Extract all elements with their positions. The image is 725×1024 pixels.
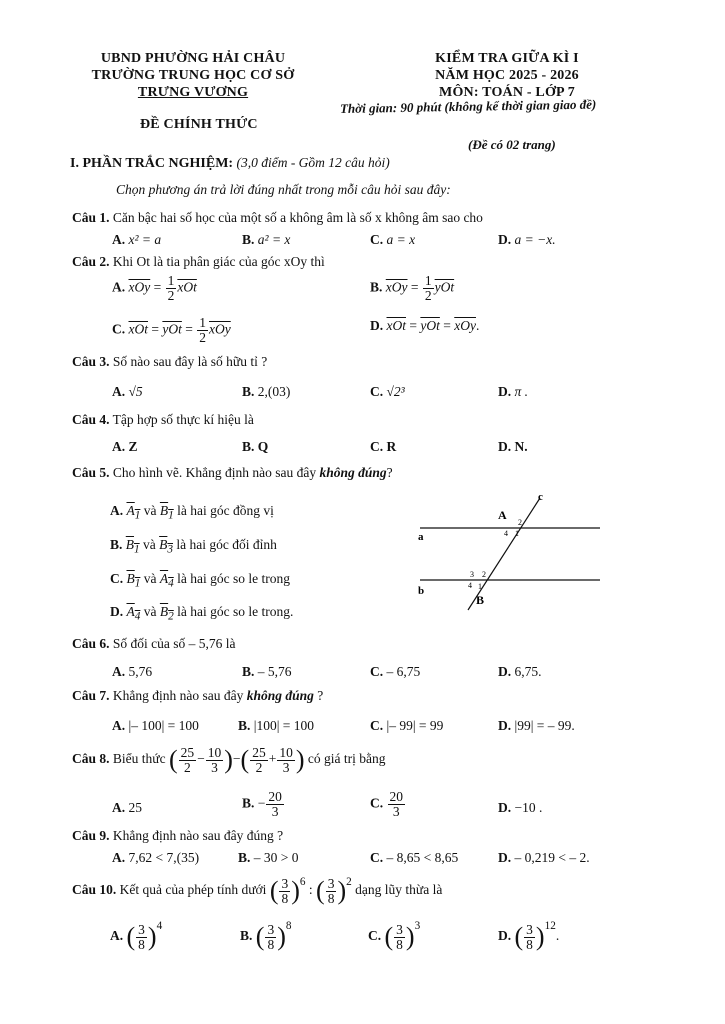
label-c: c (538, 491, 543, 503)
q5-option-a[interactable]: A. $A_1$ và $B_1$ là hai góc đồng vị (110, 503, 274, 522)
question-7: Câu 7. Khẳng định nào sau đây không đúng ? (72, 688, 324, 703)
q10-option-a[interactable]: A. ( $\frac{3}{8}$ )$^4$ (110, 919, 163, 952)
q4-option-d[interactable]: D. N. (498, 439, 528, 454)
q5-option-b[interactable]: B. $B_1$ và $B_3$ là hai góc đối đỉnh (110, 537, 277, 556)
question-10: Câu 10. Kết quả của phép tính dưới ( $\frac{3}{8}$ )$^6$ : ( $\frac{3}{8}$ )$^2$ dạng lũy thừa là (72, 875, 443, 906)
official-label: ĐỀ CHÍNH THỨC (140, 117, 258, 132)
q1-option-b[interactable]: B. a² = x (242, 232, 291, 247)
q3-option-b[interactable]: B. 2,(03) (242, 384, 291, 399)
q5-option-c[interactable]: C. $B_1$ và $A_4$ là hai góc so le trong (110, 571, 290, 590)
ward-name: UBND PHƯỜNG HẢI CHÂU (100, 51, 286, 66)
q1-option-c[interactable]: C. a = x (370, 232, 416, 247)
q9-option-b[interactable]: B. – 30 > 0 (238, 850, 299, 865)
section-heading (70, 155, 390, 172)
question-5: Câu 5. Cho hình vẽ. Khẳng định nào sau đây không đúng? (72, 465, 393, 480)
q10-option-d[interactable]: D. ( $\frac{3}{8}$ )$^{12}$. (498, 919, 560, 952)
q7-option-d[interactable]: D. |99| = – 99. (498, 718, 575, 733)
q3-option-a[interactable]: A. √5 (112, 384, 143, 399)
school-header (78, 50, 308, 101)
section-title: I. PHẦN TRẮC NGHIỆM: (70, 156, 234, 171)
q2-option-c[interactable]: C. $\overline{xOt} = \overline{yOt}$ = $\frac{1}{2}$ $\overline{xOy}$ (112, 315, 231, 345)
parallel-lines-figure (410, 488, 610, 613)
exam-time: Thời gian: 90 phút (không kể thời gian giao đề) (339, 96, 597, 116)
section-note: (3,0 điểm - Gồm 12 câu hỏi) (236, 155, 390, 170)
q6-option-b[interactable]: B. – 5,76 (242, 664, 292, 679)
page-count: (Đề có 02 trang) (468, 137, 556, 152)
angle-b2: 2 (482, 570, 486, 579)
angle-b1: 1 (478, 582, 482, 591)
q4-option-a[interactable]: A. Z (112, 439, 138, 454)
section-instruction: Chọn phương án trả lời đúng nhất trong mỗi câu hỏi sau đây: (116, 182, 451, 197)
q3-option-d[interactable]: D. π . (498, 384, 529, 399)
q2-option-a[interactable]: A. $\overline{xOy}$ = $\frac{1}{2}$ $\overline{xOt}$ (112, 273, 197, 303)
q3-option-c[interactable]: C. √2³ (370, 384, 405, 399)
q5-option-d[interactable]: D. $A_4$ và $B_2$ là hai góc so le trong. (110, 604, 294, 623)
q7-option-c[interactable]: C. |– 99| = 99 (370, 718, 444, 733)
q9-option-c[interactable]: C. – 8,65 < 8,65 (370, 850, 459, 865)
label-B: B (476, 593, 485, 607)
question-3: Câu 3. Số nào sau đây là số hữu tỉ ? (72, 354, 268, 369)
school-name-2: TRƯNG VƯƠNG (137, 85, 249, 100)
school-year: NĂM HỌC 2025 - 2026 (435, 68, 579, 83)
exam-header (402, 50, 612, 101)
label-A: A (498, 508, 507, 522)
q8-option-a[interactable]: A. 25 (112, 800, 142, 815)
subject: MÔN: TOÁN - LỚP 7 (439, 85, 575, 100)
angle-a4: 4 (504, 529, 508, 538)
label-b: b (418, 585, 425, 597)
q4-option-b[interactable]: B. Q (242, 439, 269, 454)
question-9: Câu 9. Khẳng định nào sau đây đúng ? (72, 828, 284, 843)
angle-b4: 4 (468, 581, 472, 590)
q8-option-c[interactable]: C. $\frac{20}{3}$ (370, 789, 403, 819)
question-4: Câu 4. Tập hợp số thực kí hiệu là (72, 412, 254, 427)
q6-option-a[interactable]: A. 5,76 (112, 664, 153, 679)
label-a: a (418, 531, 424, 543)
q8-option-d[interactable]: D. −10 . (498, 800, 543, 815)
question-6: Câu 6. Số đối của số – 5,76 là (72, 636, 236, 651)
question-8: Câu 8. Biểu thức ( $\frac{25}{2}$ − $\frac{10}{3}$ )−( $\frac{25}{2}$ + $\frac{10}{3}$ ) có giá trị bằng (72, 744, 386, 775)
exam-title: KIỂM TRA GIỮA KÌ I (435, 51, 579, 66)
q4-option-c[interactable]: C. R (370, 439, 397, 454)
q1-option-d[interactable]: D. a = −x. (498, 232, 556, 247)
question-1: Câu 1. Căn bậc hai số học của một số a không âm là số x không âm sao cho (72, 210, 483, 225)
q9-option-a[interactable]: A. 7,62 < 7,(35) (112, 850, 200, 865)
q6-option-c[interactable]: C. – 6,75 (370, 664, 421, 679)
angle-b3: 3 (470, 570, 474, 579)
q2-option-d[interactable]: D. $\overline{xOt} = \overline{yOt} = \overline{xOy}$. (370, 318, 480, 333)
q6-option-d[interactable]: D. 6,75. (498, 664, 542, 679)
q7-option-b[interactable]: B. |100| = 100 (238, 718, 315, 733)
q2-option-b[interactable]: B. $\overline{xOy}$ = $\frac{1}{2}$ $\overline{yOt}$ (370, 273, 455, 303)
q10-option-c[interactable]: C. ( $\frac{3}{8}$ )$^3$ (368, 919, 421, 952)
q8-option-b[interactable]: B. − $\frac{20}{3}$ (242, 789, 282, 819)
q7-option-a[interactable]: A. |– 100| = 100 (112, 718, 199, 733)
q9-option-d[interactable]: D. – 0,219 < – 2. (498, 850, 590, 865)
angle-a1: 1 (515, 529, 519, 538)
q10-option-b[interactable]: B. ( $\frac{3}{8}$ )$^8$ (240, 919, 292, 952)
angle-a2: 2 (518, 518, 522, 527)
q1-option-a[interactable]: A. x² = a (112, 232, 162, 247)
question-2: Câu 2. Khi Ot là tia phân giác của góc xOy thì (72, 254, 325, 269)
school-name: TRƯỜNG TRUNG HỌC CƠ SỞ (91, 68, 295, 83)
